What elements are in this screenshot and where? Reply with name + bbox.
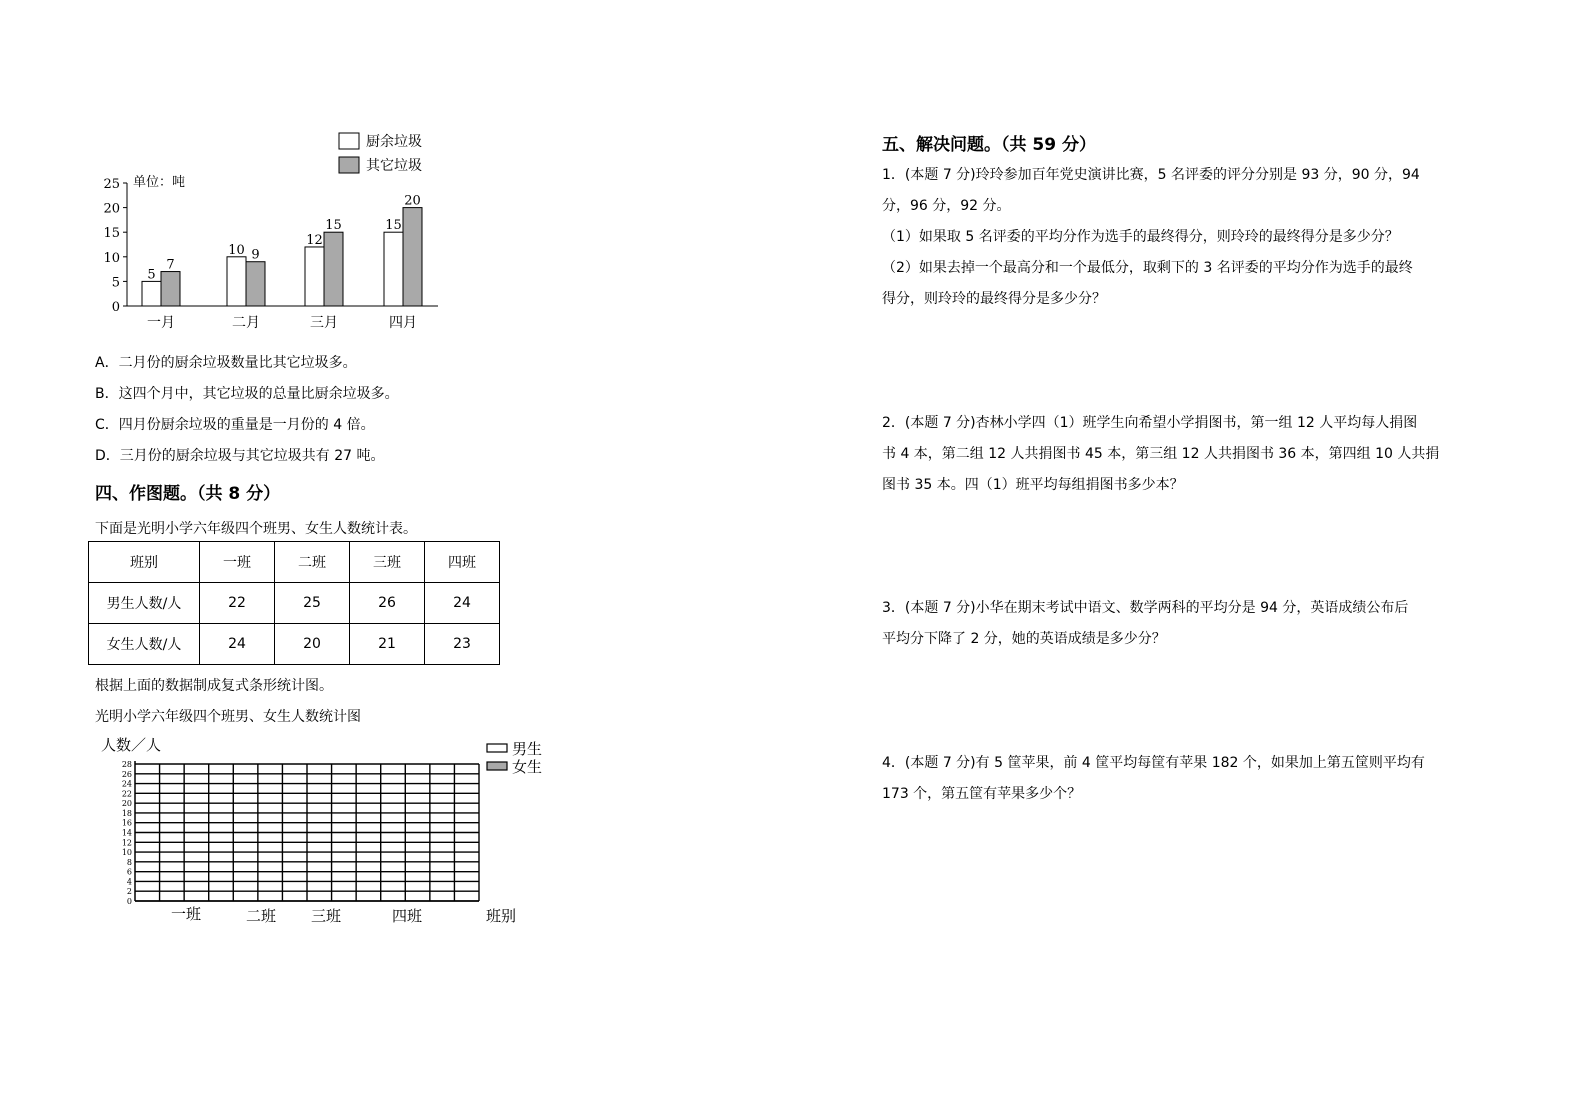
x-label-class-1: 一班: [171, 905, 202, 923]
x-tick-label: 三月: [310, 315, 338, 331]
table-header-cell: 四班: [425, 542, 500, 583]
y-tick-label: 20: [103, 201, 120, 217]
y-axis-label: 人数／人: [101, 736, 162, 754]
table-cell: 23: [425, 624, 500, 665]
table-cell: 20: [275, 624, 350, 665]
option-d: D．三月份的厨余垃圾与其它垃圾共有 27 吨。: [95, 448, 385, 464]
bar-value-label: 9: [251, 247, 260, 263]
question-3: [882, 593, 1408, 655]
y-tick-label: 22: [121, 789, 132, 799]
legend-swatch-other: [339, 157, 359, 173]
drawing-grid-chart: [95, 735, 555, 930]
bar-value-label: 20: [404, 193, 421, 209]
option-a: A．二月份的厨余垃圾数量比其它垃圾多。: [95, 355, 357, 371]
garbage-bar-chart: [80, 125, 460, 335]
question-3-line-1: 3．(本题 7 分)小华在期末考试中语文、数学两科的平均分是 94 分，英语成绩公布后: [882, 600, 1409, 616]
table-row: [89, 624, 500, 665]
table-header-cell: 班别: [89, 542, 200, 583]
legend-label-other: 其它垃圾: [366, 158, 422, 174]
question-1-line-1: 1．(本题 7 分)玲玲参加百年党史演讲比赛，5 名评委的评分分别是 93 分，90 分，94: [882, 167, 1420, 183]
question-2-line-2: 书 4 本，第二组 12 人共捐图书 45 本，第三组 12 人共捐图书 36 本，第四组 10 人共捐: [882, 446, 1440, 462]
table-cell: 女生人数/人: [89, 624, 200, 665]
bar: [161, 272, 180, 306]
question-4-line-2: 173 个，第五筐有苹果多少个？: [882, 786, 1082, 802]
table-cell: 24: [200, 624, 275, 665]
y-tick-label: 12: [121, 838, 132, 848]
bar-value-label: 10: [228, 242, 245, 258]
x-tick-label: 二月: [232, 315, 260, 331]
table-header-cell: 一班: [200, 542, 275, 583]
table-row: [89, 583, 500, 624]
bar: [384, 232, 403, 306]
y-tick-label: 6: [126, 867, 132, 877]
bar: [227, 257, 246, 306]
section-5-title: 五、解决问题。（共 59 分）: [882, 135, 1096, 155]
class-stats-table: [88, 541, 500, 665]
y-tick-label: 4: [126, 877, 132, 887]
table-cell: 21: [350, 624, 425, 665]
x-label-class-4: 四班: [392, 907, 423, 925]
question-2-line-3: 图书 35 本。四（1）班平均每组捐图书多少本？: [882, 477, 1184, 493]
legend-label-boys: 男生: [512, 740, 543, 758]
y-tick-label: 2: [126, 887, 132, 897]
legend-label-girls: 女生: [512, 758, 543, 776]
table-cell: 24: [425, 583, 500, 624]
bar-value-label: 5: [147, 267, 156, 283]
y-tick-label: 18: [121, 808, 132, 818]
y-tick-label: 15: [103, 226, 120, 242]
y-tick-label: 10: [121, 848, 132, 858]
bar-value-label: 7: [166, 257, 175, 273]
bar: [324, 232, 343, 306]
table-cell: 25: [275, 583, 350, 624]
y-tick-label: 14: [121, 828, 132, 838]
table-cell: 男生人数/人: [89, 583, 200, 624]
bar-value-label: 15: [385, 218, 402, 234]
table-cell: 26: [350, 583, 425, 624]
y-tick-label: 25: [103, 177, 120, 192]
legend-label-kitchen: 厨余垃圾: [366, 134, 422, 150]
y-tick-label: 0: [111, 300, 120, 315]
table-cell: 22: [200, 583, 275, 624]
x-label-class-3: 三班: [311, 907, 342, 925]
y-tick-label: 20: [121, 799, 132, 809]
x-tick-label: 四月: [389, 315, 417, 331]
x-label-class-2: 二班: [246, 907, 277, 925]
y-tick-label: 26: [121, 769, 132, 779]
bar: [305, 247, 324, 306]
question-1-line-2: 分，96 分，92 分。: [882, 198, 1011, 214]
y-axis-unit-label: 单位：吨: [133, 175, 186, 190]
table-header-row: [89, 542, 500, 583]
bar-value-label: 15: [325, 218, 342, 234]
option-c: C．四月份厨余垃圾的重量是一月份的 4 倍。: [95, 417, 375, 433]
x-tick-label: 一月: [147, 315, 175, 331]
table-header-cell: 二班: [275, 542, 350, 583]
question-1-sub-2a: （2）如果去掉一个最高分和一个最低分，取剩下的 3 名评委的平均分作为选手的最终: [882, 260, 1413, 276]
y-tick-label: 5: [111, 275, 120, 291]
y-tick-label: 10: [103, 250, 120, 266]
y-tick-label: 16: [121, 818, 132, 828]
y-tick-label: 24: [121, 779, 132, 789]
question-2-line-1: 2．(本题 7 分)杏林小学四（1）班学生向希望小学捐图书，第一组 12 人平均每人捐图: [882, 415, 1418, 431]
legend-swatch-kitchen: [339, 133, 359, 149]
chart2-title: 光明小学六年级四个班男、女生人数统计图: [95, 709, 361, 725]
question-1-sub-2b: 得分，则玲玲的最终得分是多少分？: [882, 291, 1106, 307]
option-b: B．这四个月中，其它垃圾的总量比厨余垃圾多。: [95, 386, 399, 402]
question-1: [882, 160, 1420, 315]
question-1-sub-1: （1）如果取 5 名评委的平均分作为选手的最终得分，则玲玲的最终得分是多少分？: [882, 229, 1399, 245]
legend-swatch-girls: [487, 762, 507, 770]
legend-swatch-boys: [487, 744, 507, 752]
table-header-cell: 三班: [350, 542, 425, 583]
y-tick-label: 0: [126, 897, 132, 906]
y-tick-label: 8: [126, 857, 132, 867]
x-axis-label: 班别: [486, 907, 517, 925]
bar: [142, 281, 161, 306]
bar: [246, 262, 265, 306]
y-tick-label: 28: [121, 760, 132, 769]
bar: [403, 208, 422, 306]
question-4-line-1: 4．(本题 7 分)有 5 筐苹果，前 4 筐平均每筐有苹果 182 个，如果加上第五筐则平均有: [882, 755, 1425, 771]
question-4: [882, 748, 1425, 810]
instruction-text: 根据上面的数据制成复式条形统计图。: [95, 678, 333, 694]
table-intro: 下面是光明小学六年级四个班男、女生人数统计表。: [95, 521, 417, 537]
section-4-title: 四、作图题。（共 8 分）: [95, 484, 281, 504]
bar-value-label: 12: [306, 232, 323, 248]
question-2: [882, 408, 1439, 501]
question-3-line-2: 平均分下降了 2 分，她的英语成绩是多少分？: [882, 631, 1166, 647]
